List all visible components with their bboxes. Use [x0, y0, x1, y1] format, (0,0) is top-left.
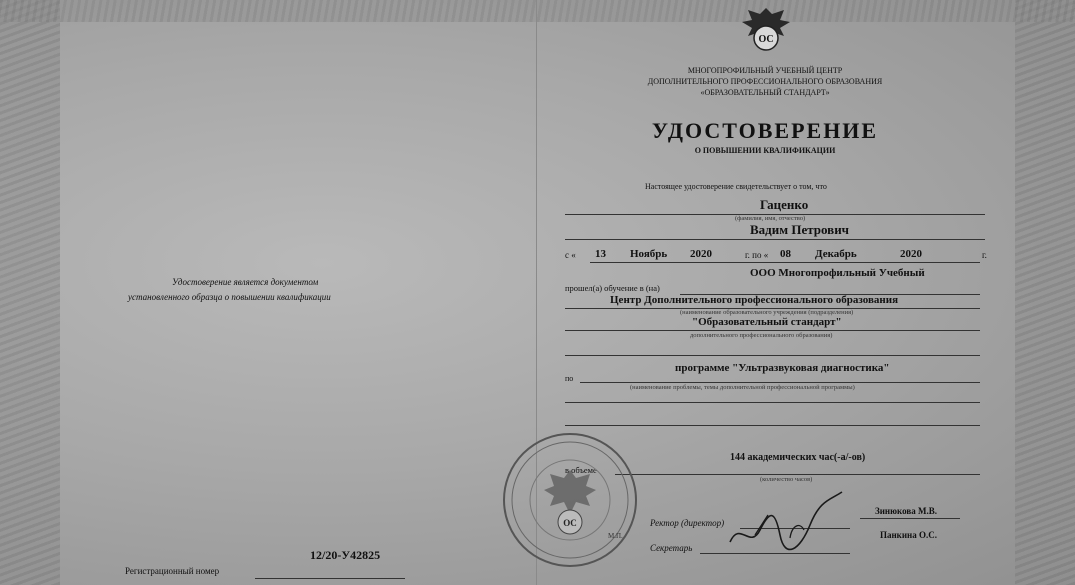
- rector-label: Ректор (директор): [650, 518, 725, 528]
- dates-line: [590, 262, 980, 263]
- org-header-line-2: ДОПОЛНИТЕЛЬНОГО ПРОФЕССИОНАЛЬНОГО ОБРАЗОВАНИЯ: [647, 77, 883, 86]
- first-patronymic-value: Вадим Петрович: [750, 222, 850, 237]
- program-caption: (наименование проблемы, темы дополнительной профессиональной программы): [630, 384, 855, 391]
- org-name-line-1: ООО Многопрофильный Учебный: [750, 267, 925, 279]
- reg-number-line: [255, 578, 405, 579]
- handwritten-signature: [720, 480, 850, 560]
- to-label: г. по «: [745, 250, 769, 260]
- program-line-3: [565, 425, 980, 426]
- to-year: 2020: [900, 248, 922, 260]
- to-day: 08: [780, 248, 791, 260]
- certificate-title: УДОСТОВЕРЕНИЕ: [651, 118, 879, 143]
- secretary-name: Панкина О.С.: [880, 530, 937, 540]
- program-line-2: [565, 402, 980, 403]
- program-line: [580, 382, 980, 383]
- top-ornament-border: [0, 0, 1075, 22]
- from-label: с «: [565, 250, 576, 260]
- rector-name-line: [860, 518, 960, 519]
- to-month: Декабрь: [815, 248, 857, 260]
- certificate-subtitle: О ПОВЫШЕНИИ КВАЛИФИКАЦИИ: [694, 146, 836, 155]
- reg-number-label: Регистрационный номер: [125, 566, 220, 576]
- from-day: 13: [595, 248, 606, 260]
- blank-line: [565, 355, 980, 356]
- program-value: программе "Ультразвуковая диагностика": [675, 362, 890, 374]
- intro-text: Настоящее удостоверение свидетельствует о том, что: [645, 182, 827, 191]
- volume-value: 144 академических час(-а/-ов): [730, 452, 866, 463]
- passed-label: прошел(а) обучение в (на): [565, 283, 660, 293]
- note-line-1: Удостоверение является документом: [172, 277, 319, 287]
- volume-label: в объеме: [565, 465, 597, 475]
- org-caption: (наименование образовательного учреждения (подразделения): [680, 309, 854, 316]
- from-month: Ноябрь: [630, 248, 668, 260]
- secretary-label: Секретарь: [650, 543, 693, 553]
- program-prefix: по: [565, 374, 574, 383]
- rector-name: Зинюкова М.В.: [875, 506, 937, 516]
- volume-line: [615, 474, 980, 475]
- seal-mp-text: М.П.: [608, 532, 623, 540]
- org-name-line-2: Центр Дополнительного профессионального образования: [610, 294, 899, 306]
- right-ornament-border: [1015, 0, 1075, 585]
- volume-caption: (количество часов): [760, 476, 813, 483]
- org-header-line-3: «ОБРАЗОВАТЕЛЬНЫЙ СТАНДАРТ»: [700, 88, 830, 97]
- first-patronymic-line: [565, 239, 985, 240]
- surname-value: Гаценко: [760, 197, 809, 212]
- eagle-emblem-icon: [738, 2, 794, 56]
- from-year: 2020: [690, 248, 712, 260]
- name-caption: (фамилия, имя, отчество): [735, 215, 806, 222]
- org-line-3: [565, 330, 980, 331]
- year-suffix: г.: [982, 250, 987, 260]
- emblem-text: ОС: [758, 34, 774, 45]
- round-seal-icon: [500, 430, 640, 570]
- left-ornament-border: [0, 0, 60, 585]
- org-header-line-1: МНОГОПРОФИЛЬНЫЙ УЧЕБНЫЙ ЦЕНТР: [687, 66, 843, 75]
- org-name-line-3: "Образовательный стандарт": [692, 316, 842, 328]
- note-line-2: установленного образца о повышении квалификации: [128, 292, 331, 302]
- org-caption-2: дополнительного профессионального образования): [690, 332, 833, 339]
- reg-number-value: 12/20-У42825: [310, 548, 381, 562]
- seal-emblem-text: ОС: [563, 518, 577, 528]
